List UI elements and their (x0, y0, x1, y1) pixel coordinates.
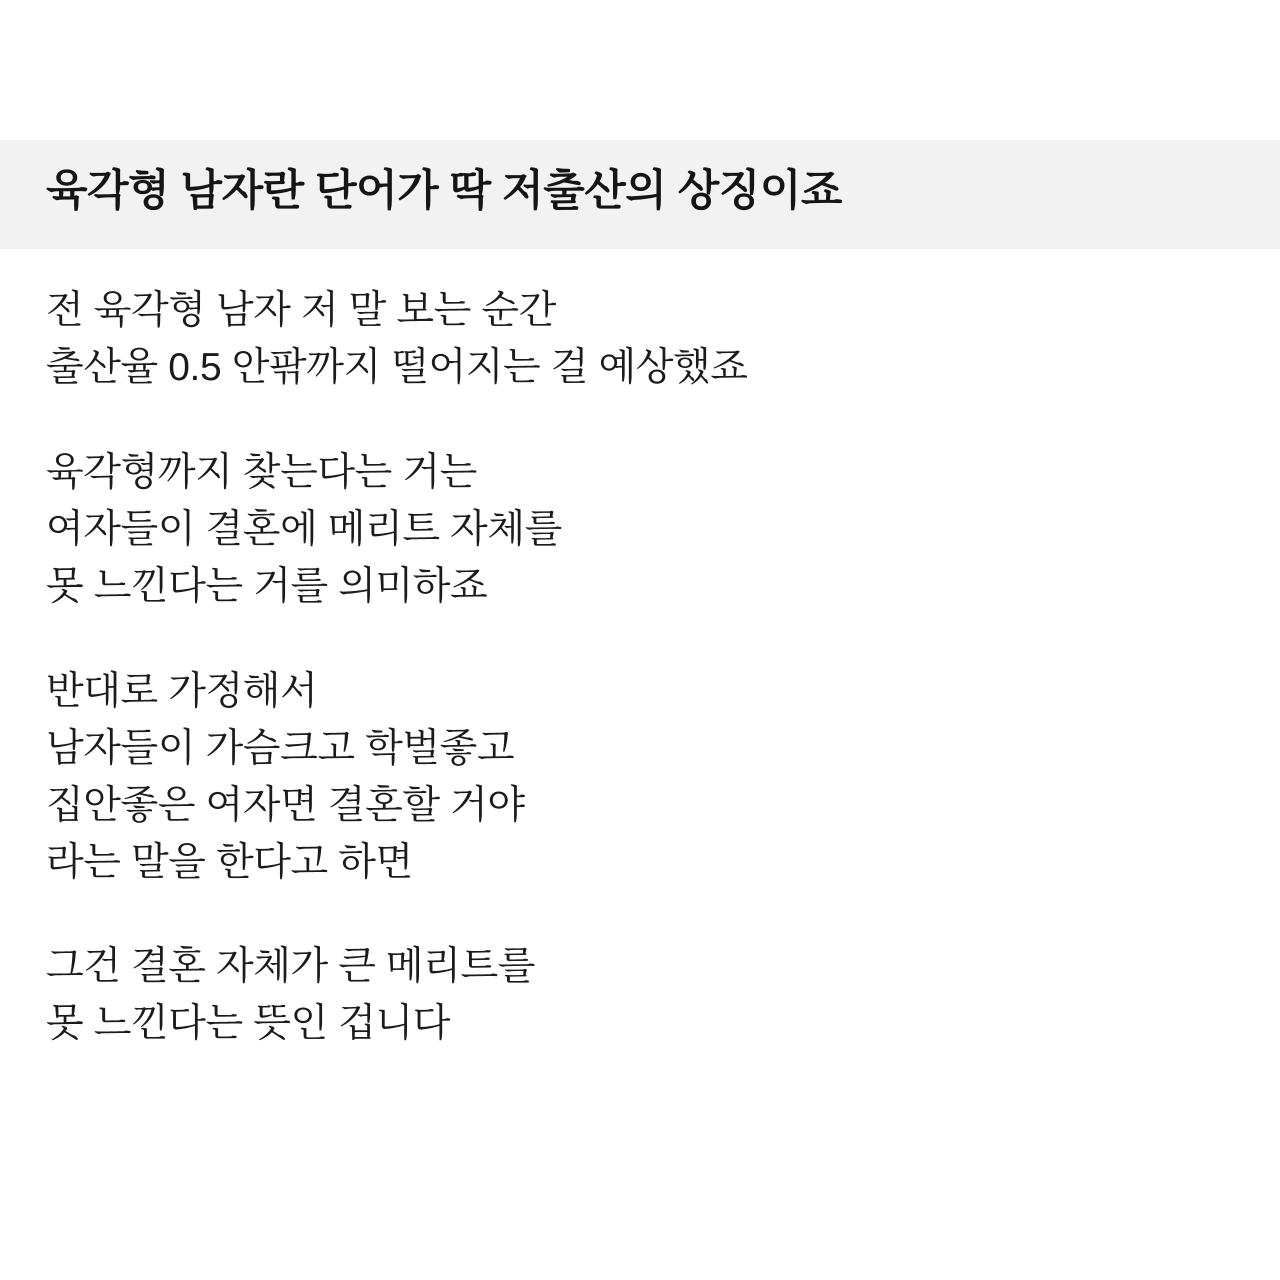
paragraph-line: 라는 말을 한다고 하면 (46, 840, 413, 884)
title-band (0, 140, 1280, 249)
paragraph-line: 여자들이 결혼에 메리트 자체를 (46, 507, 562, 551)
paragraph-line: 못 느낀다는 뜻인 겁니다 (46, 1002, 451, 1046)
page-title: 육각형 남자란 단어가 딱 저출산의 상징이죠 (46, 167, 842, 215)
paragraph-line: 전 육각형 남자 저 말 보는 순간 (46, 289, 556, 333)
paragraph-line: 반대로 가정해서 (46, 669, 318, 713)
paragraph-3 (46, 664, 1234, 892)
document-body (0, 249, 1280, 1053)
paragraph-line: 육각형까지 찾는다는 거는 (46, 450, 477, 494)
paragraph-line: 못 느낀다는 거를 의미하죠 (46, 564, 488, 608)
paragraph-2 (46, 445, 1234, 616)
paragraph-line: 남자들이 가슴크고 학벌좋고 (46, 726, 515, 770)
paragraph-4 (46, 939, 1234, 1053)
paragraph-1 (46, 283, 1234, 397)
top-spacer (0, 0, 1280, 140)
paragraph-line: 출산율 0.5 안팎까지 떨어지는 걸 예상했죠 (46, 345, 748, 389)
paragraph-line: 그건 결혼 자체가 큰 메리트를 (46, 945, 536, 989)
paragraph-line: 집안좋은 여자면 결혼할 거야 (46, 783, 525, 827)
